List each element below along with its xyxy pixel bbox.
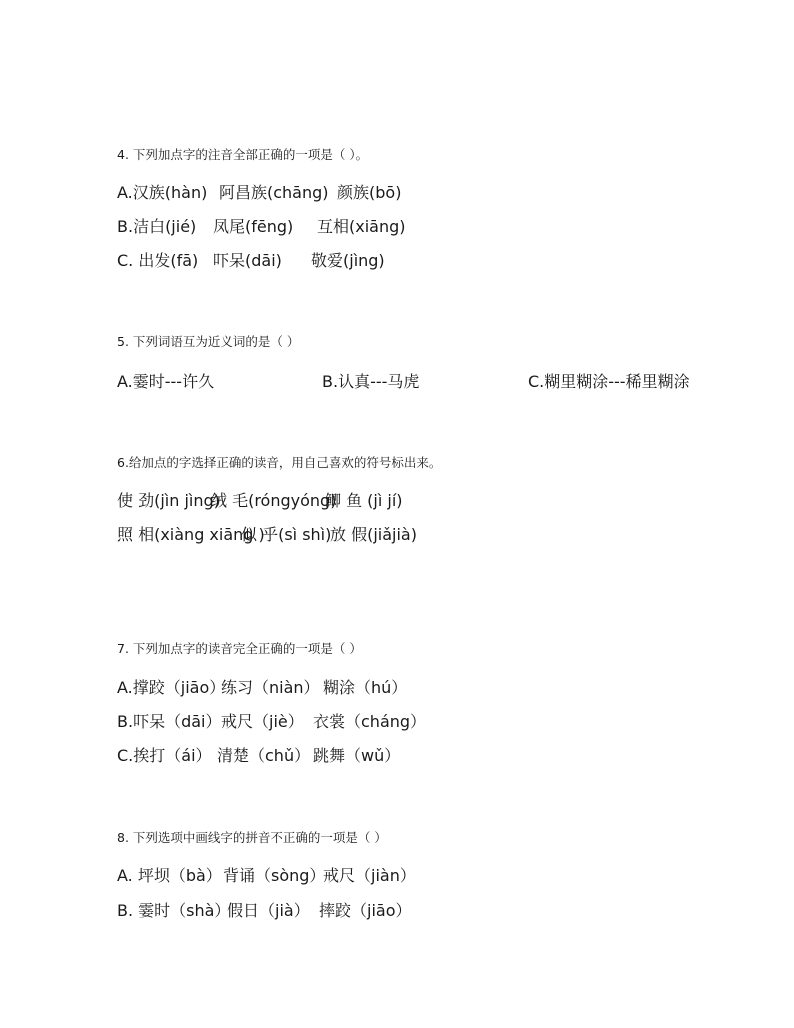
option-item: 戒尺（jiàn）	[323, 866, 416, 885]
option-item: 清楚（chǔ）	[217, 746, 311, 765]
question-6-row-1	[117, 488, 717, 510]
option-item: 凤尾(fēng)	[213, 217, 294, 236]
question-8-title: 8. 下列选项中画线字的拼音不正确的一项是（ ）	[117, 830, 387, 845]
option-item: 使 劲(jìn jìng)	[117, 491, 220, 510]
question-4-option-a	[117, 180, 717, 202]
option-item: B.认真---马虎	[322, 372, 420, 391]
question-6-title: 6.给加点的字选择正确的读音，用自己喜欢的符号标出来。	[117, 455, 442, 470]
option-item: 放 假(jiǎjià)	[330, 525, 417, 544]
option-item: A.汉族(hàn)	[117, 183, 208, 202]
option-item: C.挨打（ái）	[117, 746, 212, 765]
option-item: 阿昌族(chāng)	[219, 183, 329, 202]
option-item: 背诵（sòng）	[223, 866, 326, 885]
option-item: 假日（jià）	[227, 901, 310, 920]
option-item: B.洁白(jié)	[117, 217, 197, 236]
question-6-row-2	[117, 522, 717, 544]
question-5-options	[117, 369, 737, 391]
option-item: 衣裳（cháng）	[313, 712, 427, 731]
option-item: 互相(xiāng)	[317, 217, 406, 236]
question-4-title: 4. 下列加点字的注音全部正确的一项是（ ）。	[117, 147, 369, 162]
option-item: 绒 毛(róngyóng)	[211, 491, 337, 510]
option-item: 吓呆(dāi)	[213, 251, 282, 270]
question-8-option-a	[117, 863, 717, 885]
option-item: A.霎时---许久	[117, 372, 215, 391]
option-item: C. 出发(fā)	[117, 251, 199, 270]
question-7-option-b	[117, 709, 717, 731]
option-item: 跳舞（wǔ）	[313, 746, 401, 765]
question-7-option-a	[117, 675, 717, 697]
question-8-option-b	[117, 898, 717, 920]
option-item: 鲫 鱼 (jì jí)	[325, 491, 403, 510]
option-item: 练习（niàn）	[221, 678, 320, 697]
option-item: 摔跤（jiāo）	[319, 901, 412, 920]
option-item: 照 相(xiàng xiāng )	[117, 525, 265, 544]
option-item: A. 坪坝（bà）	[117, 866, 222, 885]
option-item: B. 霎时（shà）	[117, 901, 231, 920]
option-item: B.吓呆（dāi）	[117, 712, 222, 731]
option-item: A.撑跤（jiāo）	[117, 678, 226, 697]
option-item: 戒尺（jiè）	[221, 712, 304, 731]
question-5-title: 5. 下列词语互为近义词的是（ ）	[117, 334, 300, 349]
question-7-title: 7. 下列加点字的读音完全正确的一项是（ ）	[117, 641, 362, 656]
question-4-option-b	[117, 214, 717, 236]
option-item: 敬爱(jìng)	[311, 251, 385, 270]
option-item: C.糊里糊涂---稀里糊涂	[528, 372, 690, 391]
question-4-option-c	[117, 248, 717, 270]
question-7-option-c	[117, 743, 717, 765]
option-item: 似 乎(sì shì)	[241, 525, 332, 544]
option-item: 颜族(bō)	[337, 183, 402, 202]
option-item: 糊涂（hú）	[323, 678, 408, 697]
